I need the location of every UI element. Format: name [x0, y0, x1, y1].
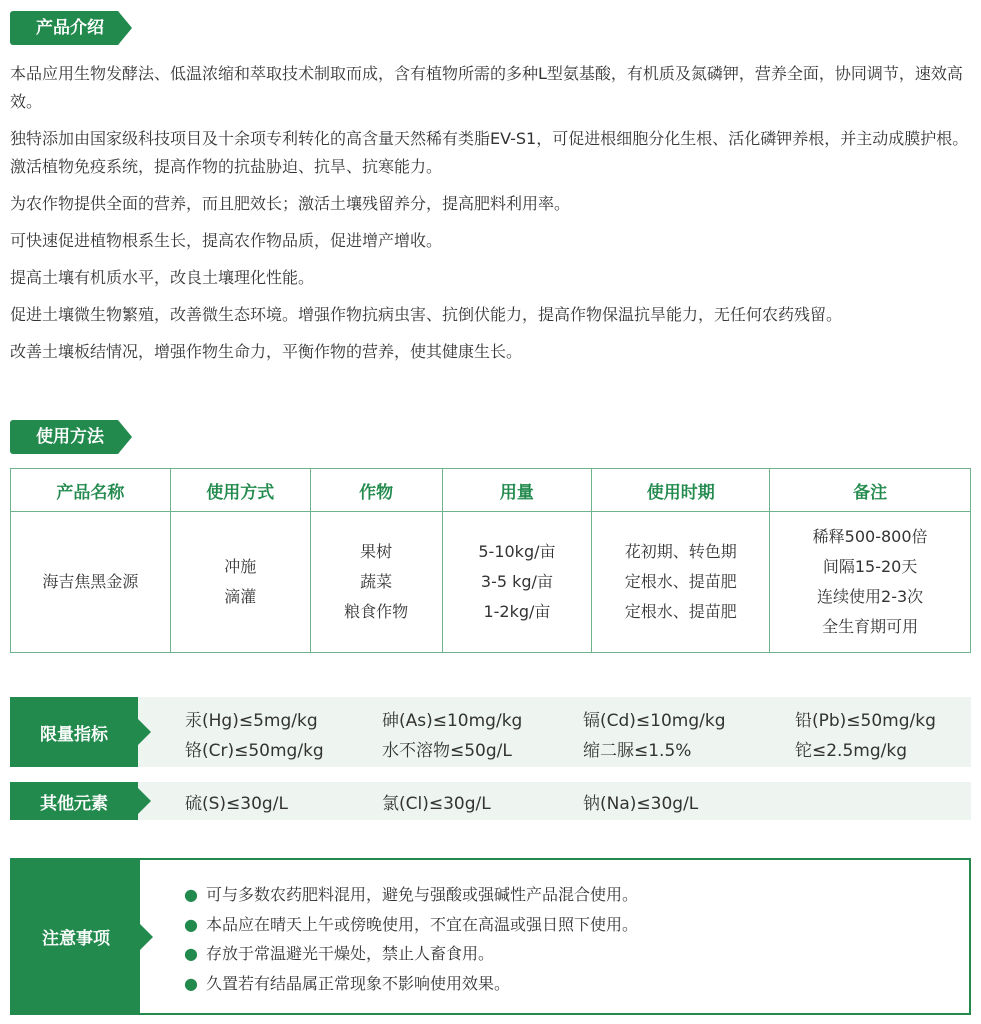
cell-period — [592, 512, 770, 653]
limits-label: 限量指标 — [10, 697, 138, 767]
note-line: 全生育期可用 — [822, 617, 919, 636]
others-band — [10, 782, 971, 820]
crop-line: 果树 — [360, 542, 393, 561]
limit-item: 铬(Cr)≤50mg/kg — [185, 741, 324, 761]
notice-box — [10, 858, 971, 1015]
limit-item: 镉(Cd)≤10mg/kg — [583, 711, 726, 731]
intro-paragraph: 为农作物提供全面的营养，而且肥效长；激活土壤残留养分，提高肥料利用率。 — [10, 194, 571, 213]
limit-item: 水不溶物≤50g/L — [382, 741, 512, 761]
others-label: 其他元素 — [10, 782, 138, 820]
header-period: 使用时期 — [592, 469, 770, 512]
cell-notes — [770, 512, 971, 653]
note-line: 连续使用2-3次 — [817, 587, 924, 606]
table-row — [11, 512, 971, 653]
limit-item: 铊≤2.5mg/kg — [795, 741, 907, 761]
limit-item: 铅(Pb)≤50mg/kg — [795, 711, 936, 731]
header-method: 使用方式 — [170, 469, 310, 512]
cell-dosage — [442, 512, 592, 653]
crop-line: 粮食作物 — [344, 602, 409, 621]
crop-line: 蔬菜 — [360, 572, 393, 591]
limit-item: 缩二脲≤1.5% — [583, 741, 692, 761]
dosage-line: 5-10kg/亩 — [478, 542, 556, 561]
period-line: 定根水、提苗肥 — [624, 602, 737, 621]
note-line: 稀释500-800倍 — [812, 527, 928, 546]
method-line: 冲施 — [224, 557, 257, 576]
intro-paragraph: 提高土壤有机质水平，改良土壤理化性能。 — [10, 268, 315, 287]
dosage-line: 1-2kg/亩 — [483, 602, 551, 621]
limit-item: 砷(As)≤10mg/kg — [382, 711, 523, 731]
table-header-row — [11, 469, 971, 512]
usage-table — [10, 468, 971, 653]
intro-paragraph: 可快速促进植物根系生长，提高农作物品质，促进增产增收。 — [10, 231, 443, 250]
list-item — [184, 939, 638, 969]
intro-paragraph: 改善土壤板结情况，增强作物生命力，平衡作物的营养，使其健康生长。 — [10, 342, 523, 361]
header-notes: 备注 — [770, 469, 971, 512]
intro-paragraph: 独特添加由国家级科技项目及十余项专利转化的高含量天然稀有类脂EV-S1，可促进根细胞分化生根、活化磷钾养根，并主动成膜护根。激活植物免疫系统，提高作物的抗盐胁迫、抗旱、抗寒能力。 — [10, 129, 969, 176]
notice-text: 本品应在晴天上午或傍晚使用，不宜在高温或强日照下使用。 — [205, 914, 638, 934]
notice-list — [184, 880, 638, 998]
bullet-icon: ● — [184, 885, 198, 904]
bullet-icon: ● — [184, 973, 198, 993]
limits-band — [10, 697, 971, 767]
note-line: 间隔15-20天 — [822, 557, 918, 576]
section-tag-usage: 使用方法 — [10, 420, 118, 454]
section-tag-intro: 产品介绍 — [10, 11, 118, 45]
notice-text: 久置若有结晶属正常现象不影响使用效果。 — [205, 973, 510, 993]
cell-product — [11, 512, 171, 653]
limit-item: 汞(Hg)≤5mg/kg — [185, 711, 318, 731]
header-crop: 作物 — [310, 469, 442, 512]
intro-text — [10, 60, 975, 375]
intro-paragraph: 本品应用生物发酵法、低温浓缩和萃取技术制取而成，含有植物所需的多种L型氨基酸，有机质及氮磷钾，营养全面，协同调节，速效高效。 — [10, 64, 963, 111]
notice-text: 可与多数农药肥料混用，避免与强酸或强碱性产品混合使用。 — [205, 885, 638, 904]
element-item: 钠(Na)≤30g/L — [583, 794, 699, 814]
list-item — [184, 880, 638, 910]
intro-paragraph: 促进土壤微生物繁殖，改善微生态环境。增强作物抗病虫害、抗倒伏能力，提高作物保温抗旱能力，无任何农药残留。 — [10, 305, 843, 324]
element-item: 硫(S)≤30g/L — [185, 794, 288, 814]
notice-label: 注意事项 — [12, 860, 140, 1013]
bullet-icon: ● — [184, 944, 198, 963]
bullet-icon: ● — [184, 914, 198, 934]
dosage-line: 3-5 kg/亩 — [480, 572, 553, 591]
list-item — [184, 910, 638, 940]
list-item — [184, 969, 638, 999]
notice-text: 存放于常温避光干燥处，禁止人畜食用。 — [205, 944, 494, 963]
element-item: 氯(Cl)≤30g/L — [382, 794, 491, 814]
period-line: 定根水、提苗肥 — [624, 572, 737, 591]
cell-method — [170, 512, 310, 653]
header-product: 产品名称 — [11, 469, 171, 512]
method-line: 滴灌 — [224, 587, 257, 606]
cell-crop — [310, 512, 442, 653]
period-line: 花初期、转色期 — [624, 542, 737, 561]
product-name: 海吉焦黑金源 — [42, 572, 139, 591]
header-dosage: 用量 — [442, 469, 592, 512]
